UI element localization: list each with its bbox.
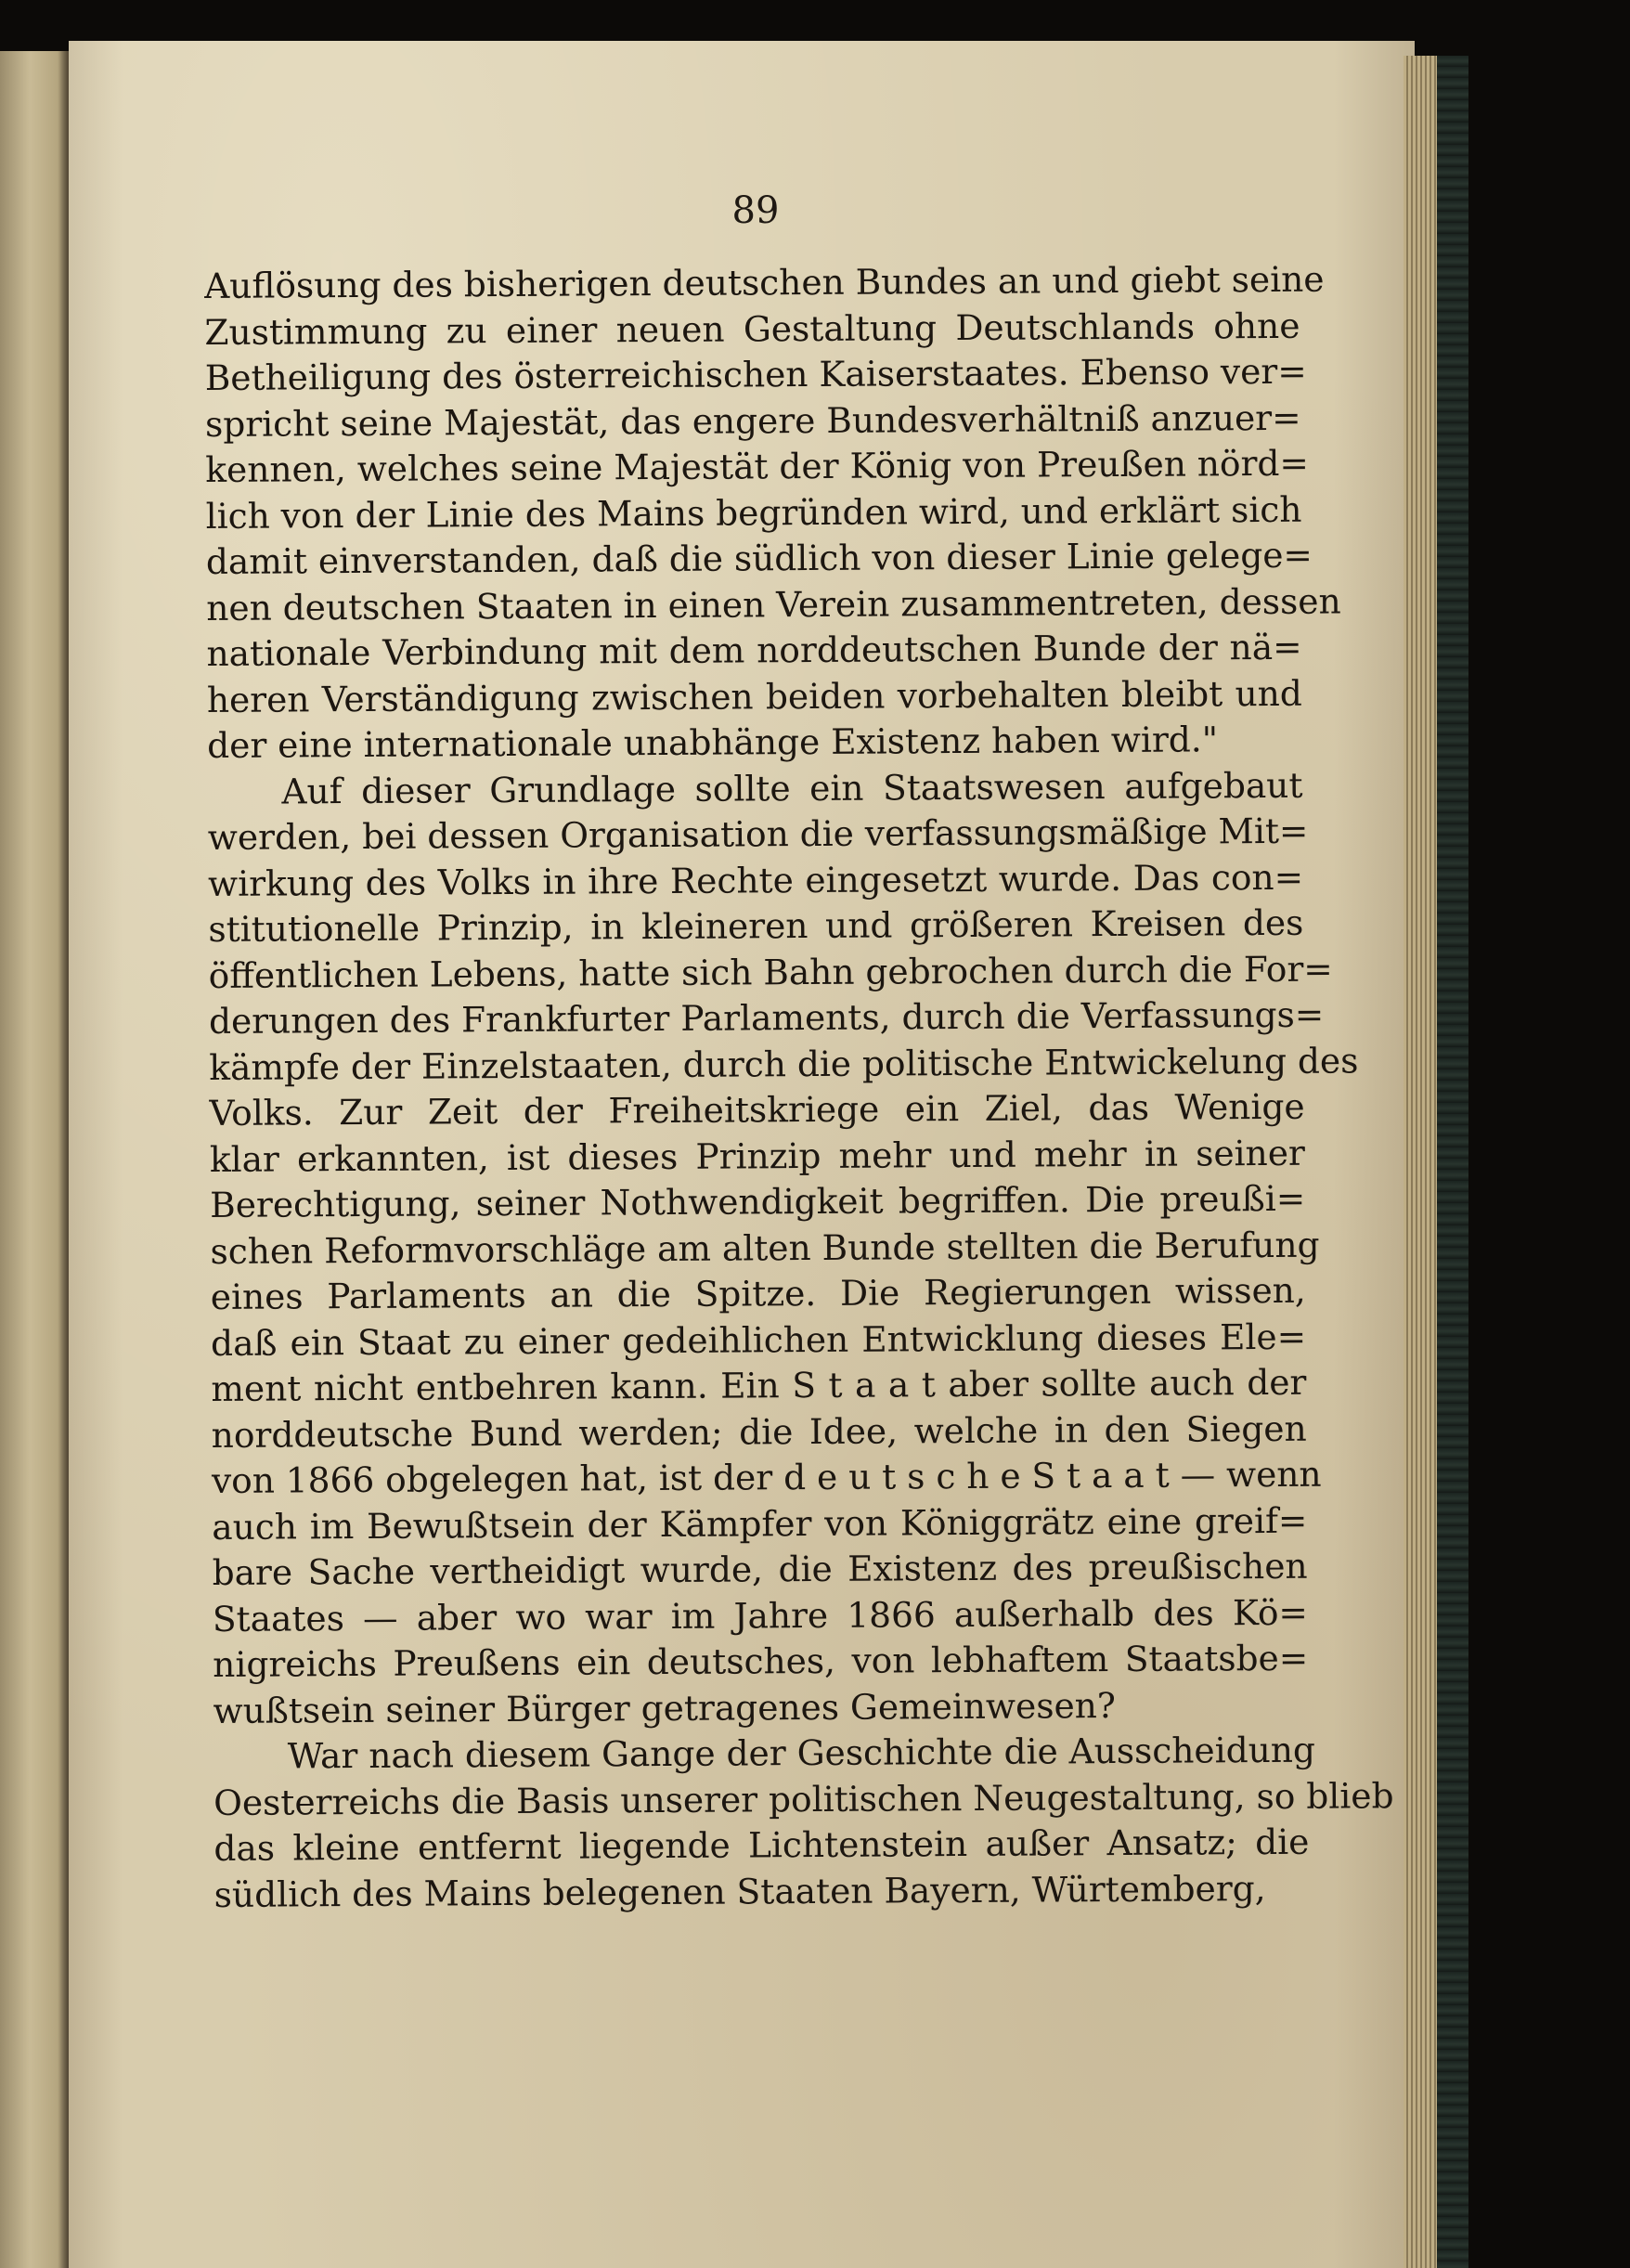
page-body-text (204, 257, 1394, 1918)
text-line: spricht seine Majestät, das engere Bundesverhältniß anzuer= (204, 396, 1301, 445)
text-line: damit einverstanden, daß die südlich von dieser Linie gelege= (205, 534, 1313, 582)
text-line: derungen des Frankfurter Parlaments, durch die Verfassungs= (208, 993, 1325, 1042)
text-line: Auf dieser Grundlage sollte ein Staatswesen aufgebaut (281, 764, 1303, 812)
text-line: das kleine entfernt liegende Lichtenstein außer Ansatz; die (213, 1821, 1310, 1869)
text-line: der eine internationale unabhänge Existenz haben wird." (207, 719, 1219, 766)
text-line: War nach diesem Gange der Geschichte die Ausscheidung (287, 1729, 1316, 1777)
text-line: daß ein Staat zu einer gedeihlichen Entwicklung dieses Ele= (210, 1315, 1307, 1364)
text-line: werden, bei dessen Organisation die verfassungsmäßige Mit= (207, 810, 1309, 858)
text-line: Staates — aber wo war im Jahre 1866 außerhalb des Kö= (212, 1591, 1309, 1639)
text-line: ment nicht entbehren kann. Ein S t a a t aber sollte auch der (211, 1361, 1307, 1409)
text-line: Volks. Zur Zeit der Freiheitskriege ein Ziel, das Wenige (209, 1085, 1305, 1134)
text-line: schen Reformvorschläge am alten Bunde stellten die Berufung (210, 1224, 1320, 1272)
text-line: norddeutsche Bund werden; die Idee, welche in den Siegen (211, 1407, 1307, 1456)
text-line: heren Verständigung zwischen beiden vorbehalten bleibt und (206, 672, 1302, 720)
text-line: Auflösung des bisherigen deutschen Bundes an und giebt seine (204, 258, 1325, 306)
text-line: wußtsein seiner Bürger getragenes Gemeinwesen? (213, 1684, 1117, 1731)
text-line: Oesterreichs die Basis unserer politischen Neugestaltung, so blieb (213, 1774, 1394, 1823)
book-page (69, 41, 1415, 2268)
text-line: kennen, welches seine Majestät der König von Preußen nörd= (205, 442, 1310, 490)
text-line: wirkung des Volks in ihre Rechte eingesetzt wurde. Das con= (207, 856, 1304, 904)
text-line: nigreichs Preußens ein deutsches, von lebhaftem Staatsbe= (213, 1637, 1309, 1685)
text-line: öffentlichen Lebens, hatte sich Bahn gebrochen durch die For= (208, 948, 1333, 996)
text-line: bare Sache vertheidigt wurde, die Existenz des preußischen (212, 1545, 1308, 1593)
text-line: von 1866 obgelegen hat, ist der d e u t s c h e S t a a t — wenn (211, 1453, 1322, 1501)
text-line: nationale Verbindung mit dem norddeutschen Bunde der nä= (206, 626, 1302, 674)
text-line: klar erkannten, ist dieses Prinzip mehr und mehr in seiner (209, 1132, 1306, 1180)
text-line: lich von der Linie des Mains begründen wird, und erklärt sich (205, 488, 1302, 537)
text-line: nen deutschen Staaten in einen Verein zusammentreten, dessen (206, 580, 1341, 629)
text-line: stitutionelle Prinzip, in kleineren und größeren Kreisen des (208, 901, 1304, 950)
text-line: Betheiligung des österreichischen Kaiserstaates. Ebenso ver= (204, 350, 1307, 398)
text-line: kämpfe der Einzelstaaten, durch die politische Entwickelung des (209, 1039, 1359, 1088)
text-line: Zustimmung zu einer neuen Gestaltung Deutschlands ohne (204, 305, 1300, 353)
book-cover-edge (1437, 56, 1468, 2268)
text-line: eines Parlaments an die Spitze. Die Regierungen wissen, (210, 1269, 1306, 1317)
text-line: Berechtigung, seiner Nothwendigkeit begriffen. Die preußi= (210, 1177, 1306, 1225)
page-number: 89 (731, 189, 780, 232)
text-line: auch im Bewußtsein der Kämpfer von Königgrätz eine greif= (212, 1499, 1308, 1548)
text-line: südlich des Mains belegenen Staaten Bayern, Würtemberg, (213, 1867, 1266, 1915)
